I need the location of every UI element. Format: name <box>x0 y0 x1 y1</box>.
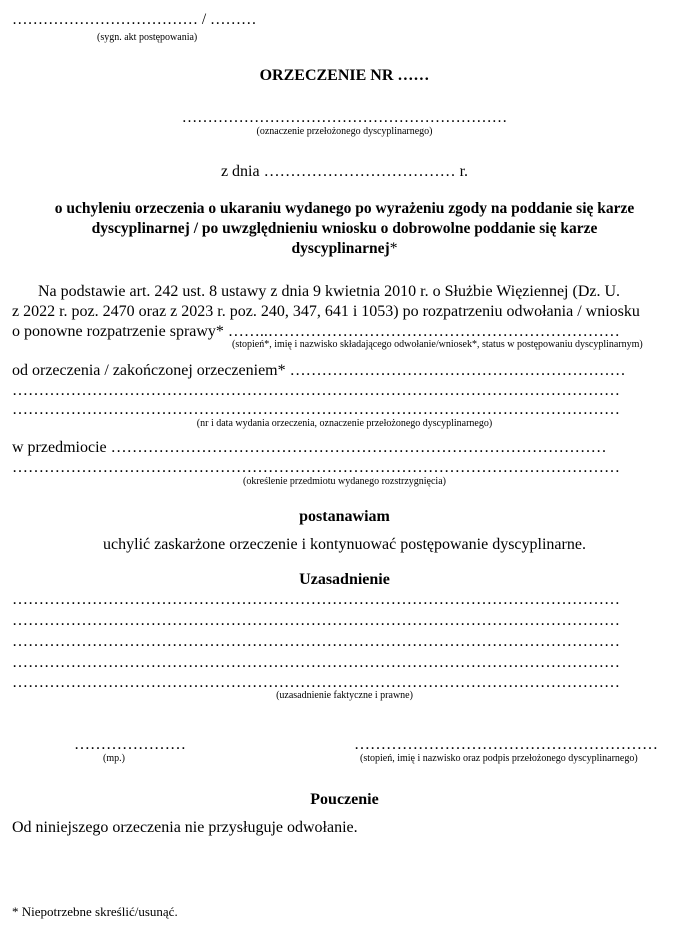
justification-line: …………………………………………………………………………………………………… <box>12 674 620 691</box>
decision-text: uchylić zaskarżone orzeczenie i kontynuować postępowanie dyscyplinarne. <box>103 536 586 553</box>
signature-line: ………………………………………………… <box>354 736 658 753</box>
justification-heading: Uzasadnienie <box>299 571 390 588</box>
case-number-caption: (sygn. akt postępowania) <box>97 32 198 43</box>
justification-line: …………………………………………………………………………………………………… <box>12 654 620 671</box>
instruction-text: Od niniejszego orzeczenia nie przysługuje odwołanie. <box>12 819 358 836</box>
justification-line: …………………………………………………………………………………………………… <box>12 591 620 608</box>
matter-line-1: w przedmiocie ………………………………………………………………………………… <box>12 439 607 456</box>
justification-line: …………………………………………………………………………………………………… <box>12 612 620 629</box>
justification-line: …………………………………………………………………………………………………… <box>12 633 620 650</box>
ruling-ref-line-1: od orzeczenia / zakończonej orzeczeniem* ……………………………………………………… <box>12 362 626 379</box>
decision-heading: postanawiam <box>299 508 390 525</box>
document-title: ORZECZENIE NR …… <box>259 67 430 84</box>
subject-asterisk: * <box>389 240 398 257</box>
ruling-ref-line-3: …………………………………………………………………………………………………… <box>12 401 620 418</box>
legal-basis-line-2: z 2022 r. poz. 2470 oraz z 2023 r. poz. 240, 347, 641 i 1053) po rozpatrzeniu odwołania / wniosku <box>12 303 640 320</box>
appellant-caption: (stopień*, imię i nazwisko składającego odwołanie/wniosek*, status w postępowaniu dyscyplinarnym) <box>232 339 643 350</box>
matter-caption: (określenie przedmiotu wydanego rozstrzygnięcia) <box>243 476 446 487</box>
legal-basis-line-1: Na podstawie art. 242 ust. 8 ustawy z dnia 9 kwietnia 2010 r. o Służbie Więziennej (Dz. U. <box>38 283 621 300</box>
superior-caption: (oznaczenie przełożonego dyscyplinarnego) <box>256 126 433 137</box>
ruling-ref-caption: (nr i data wydania orzeczenia, oznaczenie przełożonego dyscyplinarnego) <box>196 418 493 429</box>
date-line: z dnia ……………………………… r. <box>220 163 469 180</box>
matter-line-2: …………………………………………………………………………………………………… <box>12 459 620 476</box>
stamp-line: ………………… <box>74 736 186 753</box>
footnote: * Niepotrzebne skreślić/usunąć. <box>12 904 178 919</box>
stamp-caption: (mp.) <box>103 753 125 764</box>
case-number-line: ……………………………… / ……… <box>12 11 257 28</box>
instruction-heading: Pouczenie <box>310 791 379 808</box>
subject-line-2: dyscyplinarnej / po uwzględnieniu wniosku o dobrowolne poddanie się karze <box>91 220 598 237</box>
subject-line-3 <box>0 239 689 259</box>
subject-line-3-text: dyscyplinarnej <box>291 240 390 257</box>
superior-line: ……………………………………………………… <box>181 109 508 126</box>
legal-basis-line-3: o ponowne rozpatrzenie sprawy* ……..………………………………………………………… <box>12 323 620 340</box>
ruling-ref-line-2: …………………………………………………………………………………………………… <box>12 382 620 399</box>
signature-caption: (stopień, imię i nazwisko oraz podpis przełożonego dyscyplinarnego) <box>360 753 638 764</box>
justification-caption: (uzasadnienie faktyczne i prawne) <box>276 690 413 701</box>
subject-line-1: o uchyleniu orzeczenia o ukaraniu wydanego po wyrażeniu zgody na poddanie się karze <box>54 200 635 217</box>
